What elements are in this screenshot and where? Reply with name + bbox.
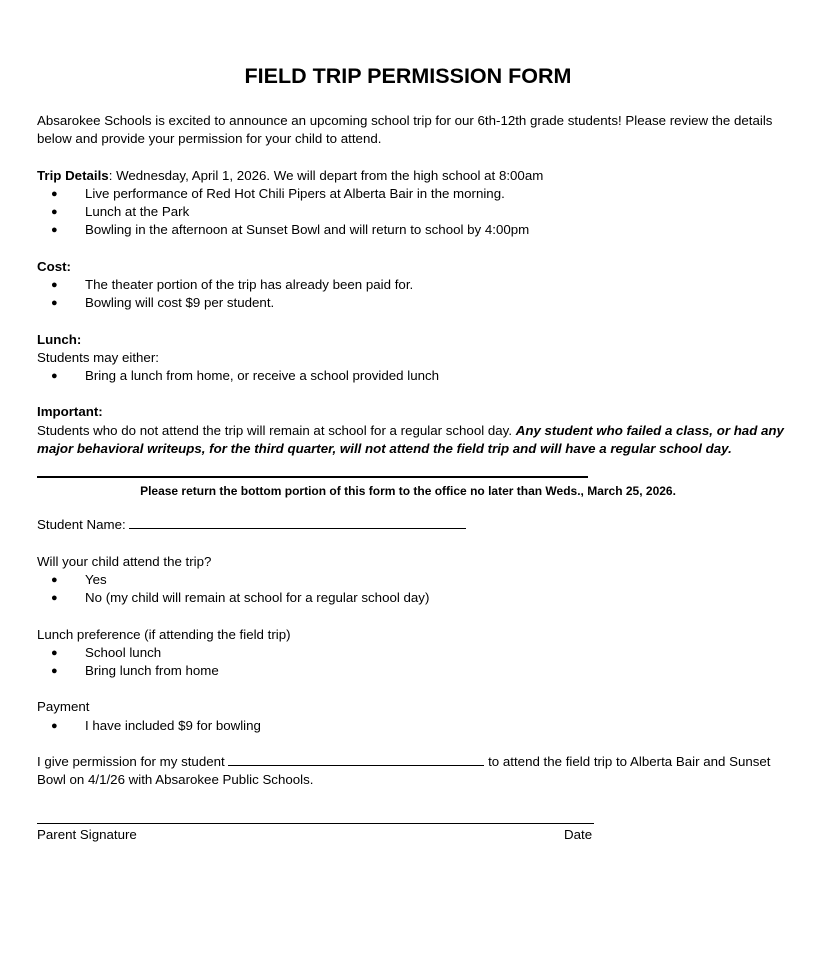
option-label: Yes xyxy=(85,572,107,587)
important-text: Students who do not attend the trip will remain at school for a regular school day. xyxy=(37,423,516,438)
cut-line-divider xyxy=(37,476,588,478)
bullet-icon: ● xyxy=(51,206,58,218)
permission-text-after: to attend the field trip to Alberta Bair and Sunset xyxy=(484,754,771,769)
trip-detail-item: Lunch at the Park xyxy=(85,204,190,219)
bullet-icon: ● xyxy=(51,647,58,659)
student-name-row xyxy=(37,516,466,534)
intro-line-1: Absarokee Schools is excited to announce an upcoming school trip for our 6th-12th grade students! Please review the details xyxy=(37,113,773,128)
parent-signature-label: Parent Signature xyxy=(37,827,137,842)
option-label: I have included $9 for bowling xyxy=(85,718,261,733)
lunch-heading: Lunch: xyxy=(37,332,82,347)
trip-detail-item: Bowling in the afternoon at Sunset Bowl and will return to school by 4:00pm xyxy=(85,222,530,237)
option-label: No (my child will remain at school for a regular school day) xyxy=(85,590,430,605)
bullet-icon: ● xyxy=(51,188,58,200)
important-line-1 xyxy=(37,422,784,440)
bullet-icon: ● xyxy=(51,720,58,732)
signature-line[interactable] xyxy=(37,823,594,824)
intro-line-2: below and provide your permission for your child to attend. xyxy=(37,131,382,146)
lunch-item: Bring a lunch from home, or receive a school provided lunch xyxy=(85,368,440,383)
permission-student-field[interactable] xyxy=(228,753,484,766)
important-heading: Important: xyxy=(37,404,103,419)
trip-detail-item: Live performance of Red Hot Chili Pipers at Alberta Bair in the morning. xyxy=(85,186,505,201)
bullet-icon: ● xyxy=(51,574,58,586)
student-name-label: Student Name: xyxy=(37,517,130,532)
bullet-icon: ● xyxy=(51,224,58,236)
attend-question: Will your child attend the trip? xyxy=(37,554,212,569)
bullet-icon: ● xyxy=(51,665,58,677)
bullet-icon: ● xyxy=(51,370,58,382)
lunch-text: Students may either: xyxy=(37,350,159,365)
page-title: FIELD TRIP PERMISSION FORM xyxy=(244,64,572,88)
bullet-icon: ● xyxy=(51,279,58,291)
trip-details-label: Trip Details xyxy=(37,168,109,183)
cost-heading: Cost: xyxy=(37,259,71,274)
option-label: Bring lunch from home xyxy=(85,663,219,678)
permission-text-before: I give permission for my student xyxy=(37,754,229,769)
date-label: Date xyxy=(564,827,593,842)
important-line-2: major behavioral writeups, for the third quarter, will not attend the field trip and will have a regular school day. xyxy=(37,441,732,456)
trip-details-heading xyxy=(37,167,543,185)
permission-line-2: Bowl on 4/1/26 with Absarokee Public Schools. xyxy=(37,772,314,787)
bullet-icon: ● xyxy=(51,297,58,309)
cost-item: Bowling will cost $9 per student. xyxy=(85,295,275,310)
payment-label: Payment xyxy=(37,699,90,714)
cost-item: The theater portion of the trip has already been paid for. xyxy=(85,277,414,292)
student-name-field[interactable] xyxy=(129,516,466,529)
trip-details-text: : Wednesday, April 1, 2026. We will depart from the high school at 8:00am xyxy=(108,168,544,183)
permission-line-1 xyxy=(37,753,770,771)
important-emphasis: Any student who failed a class, or had any xyxy=(515,423,784,438)
bullet-icon: ● xyxy=(51,592,58,604)
return-notice: Please return the bottom portion of this form to the office no later than Weds., March 25, 2026. xyxy=(140,484,676,498)
lunch-preference-question: Lunch preference (if attending the field trip) xyxy=(37,627,291,642)
option-label: School lunch xyxy=(85,645,162,660)
